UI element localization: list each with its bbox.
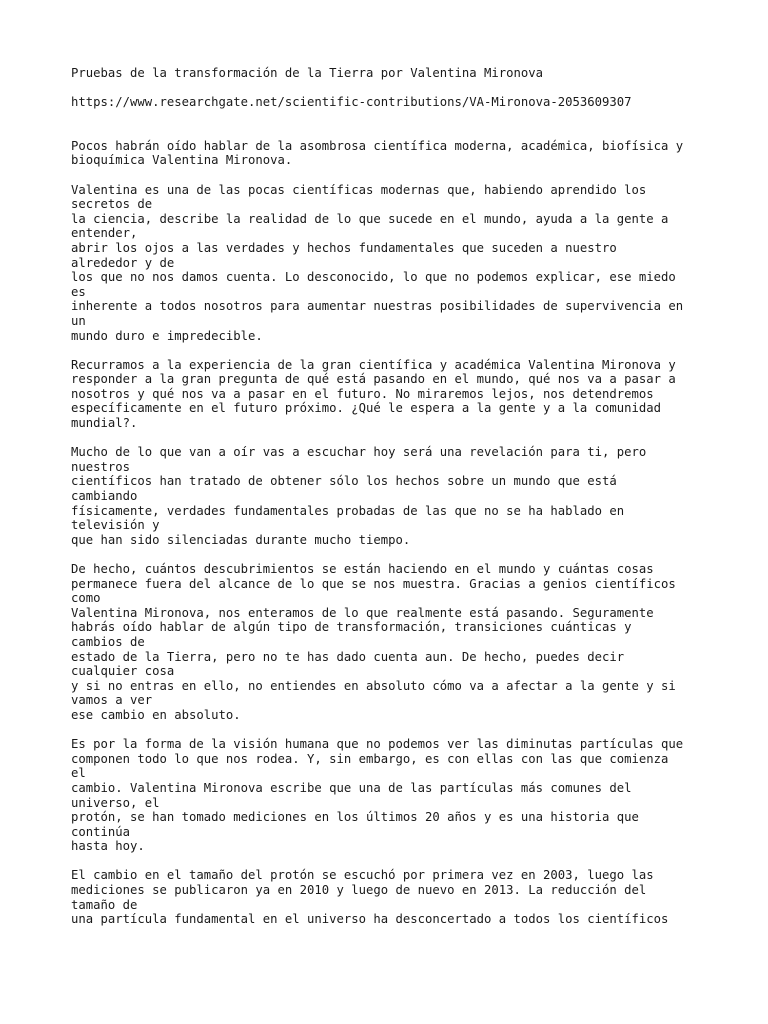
paragraph-3: Recurramos a la experiencia de la gran científica y académica Valentina Mironova y responder a la gran pregunta de qué está pasando en el mundo, qué nos va a pasar a nosotros y qué nos va a pasar en el futuro. No miraremos lejos, nos detendremos específicamente en el futuro próximo. ¿Qué le espera a la gente y a la comunidad mundial?.: [71, 357, 676, 431]
paragraph-7: El cambio en el tamaño del protón se escuchó por primera vez en 2003, luego las mediciones se publicaron ya en 2010 y luego de nuevo en 2013. La reducción del tamaño de una partícula fundamental en el universo ha desconcertado a todos los científicos: [71, 868, 669, 927]
paragraph-1: Pocos habrán oído hablar de la asombrosa científica moderna, académica, biofísica y bioquímica Valentina Mironova.: [71, 138, 684, 168]
paragraph-6: Es por la forma de la visión humana que no podemos ver las diminutas partículas que componen todo lo que nos rodea. Y, sin embargo, es con ellas con las que comienza el cambio. Valentina Mironova escribe que una de las partículas más comunes del universo, el protón, se han tomado mediciones en los últimos 20 años y es una historia que continúa hasta hoy.: [71, 737, 684, 854]
source-url: https://www.researchgate.net/scientific-contributions/VA-Mironova-2053609307: [71, 95, 632, 110]
document-title: Pruebas de la transformación de la Tierra por Valentina Mironova: [71, 66, 544, 80]
paragraph-2: Valentina es una de las pocas científicas modernas que, habiendo aprendido los secretos de la ciencia, describe la realidad de lo que sucede en el mundo, ayuda a la gente a entender, abrir los ojos a las verdades y hechos fundamentales que suceden a nuestro alrededor y de los que no nos damos cuenta. Lo desconocido, lo que no podemos explicar, ese miedo es inherente a todos nosotros para aumentar nuestras posibilidades de supervivencia en un mundo duro e impredecible.: [71, 182, 684, 343]
paragraph-5: De hecho, cuántos descubrimientos se están haciendo en el mundo y cuántas cosas permanece fuera del alcance de lo que se nos muestra. Gracias a genios científicos como Valentina Mironova, nos enteramos de lo que realmente está pasando. Seguramente habrás oído hablar de algún tipo de transformación, transiciones cuánticas y cambios de estado de la Tierra, pero no te has dado cuenta aun. De hecho, puedes decir cualquier cosa y si no entras en ello, no entiendes en absoluto cómo va a afectar a la gente y si vamos a ver ese cambio en absoluto.: [71, 562, 676, 722]
document-page: [71, 66, 711, 941]
paragraph-4: Mucho de lo que van a oír vas a escuchar hoy será una revelación para ti, pero nuestros científicos han tratado de obtener sólo los hechos sobre un mundo que está cambiando físicamente, verdades fundamentales probadas de las que no se ha hablado en televisión y que han sido silenciadas durante mucho tiempo.: [71, 445, 647, 547]
